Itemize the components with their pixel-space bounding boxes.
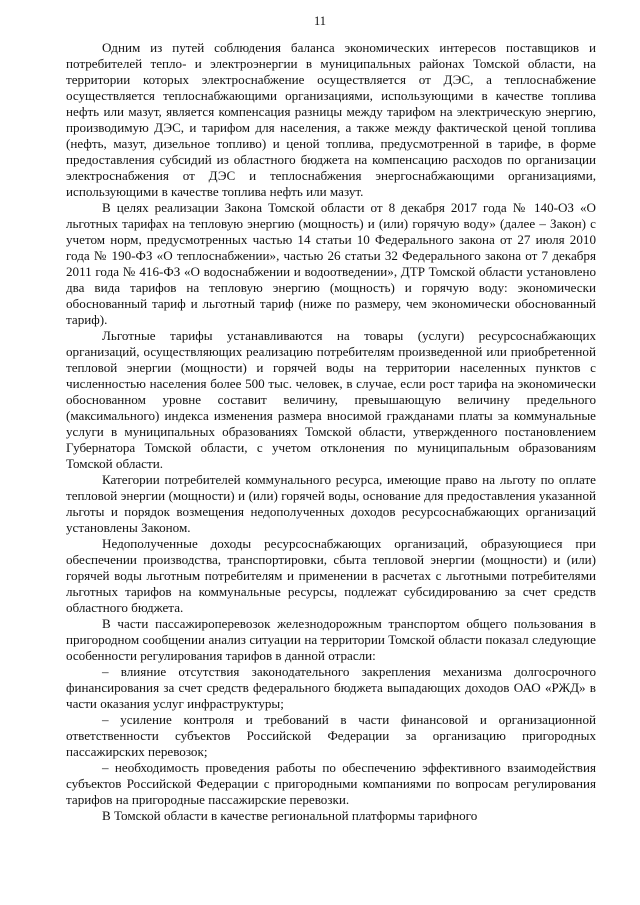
paragraph-lost-revenue: Недополученные доходы ресурсоснабжающих организаций, образующиеся при обеспечении производства, транспортировки, сбыта тепловой энергии (мощности) и (или) горячей воды льготным потребителям и применении в расчетах с льготными потребителями льготных тарифов на коммунальные ресурсы, подлежат субсидированию за счет средств областного бюджета. [66, 536, 596, 615]
paragraph-compensation: Одним из путей соблюдения баланса экономических интересов поставщиков и потребителей тепло- и электроэнергии в муниципальных районах Томской области, на территории которых электроснабжение осуществляется от ДЭС, а теплоснабжение осуществляется теплоснабжающими организациями, использующими в качестве топлива нефть или мазут, является компенсация разницы между тарифом на электрическую энергию, производимую ДЭС, и тарифом для населения, а также между фактической ценой топлива (нефть, мазут, дизельное топливо) и ценой топлива, предусмотренной в тарифе, в форме предоставления субсидий из областного бюджета на компенсацию расходов по организации электроснабжения от ДЭС и теплоснабжения энергоснабжающими организациями, использующими в качестве топлива нефть или мазут. [66, 40, 596, 199]
list-item-financing: – влияние отсутствия законодательного закрепления механизма долгосрочного финансирования за счет средств федерального бюджета выпадающих доходов ОАО «РЖД» в части оказания услуг инфраструктуры; [66, 664, 596, 711]
paragraph-law-140-oz: В целях реализации Закона Томской области от 8 декабря 2017 года № 140-ОЗ «О льготных тарифах на тепловую энергию (мощность) и (или) горячую воду» (далее – Закон) с учетом норм, предусмотренных частью 14 статьи 10 Федерального закона от 27 июля 2010 года № 190-ФЗ «О теплоснабжении», частью 26 статьи 32 Федерального закона от 7 декабря 2011 года № 416-ФЗ «О водоснабжении и водоотведении», ДТР Томской области установлено два вида тарифов на тепловую энергию (мощность) и горячую воду: экономически обоснованный тариф и льготный тариф (ниже по размеру, чем экономически обоснованный тариф). [66, 200, 596, 327]
document-body [66, 40, 596, 824]
paragraph-regional-platform: В Томской области в качестве региональной платформы тарифного [102, 808, 478, 823]
paragraph-consumer-categories: Категории потребителей коммунального ресурса, имеющие право на льготу по оплате тепловой энергии (мощности) и (или) горячей воды, основание для предоставления указанной льготы и порядок возмещения недополученных доходов ресурсоснабжающих организаций установлены Законом. [66, 472, 596, 535]
paragraph-preferential-tariffs: Льготные тарифы устанавливаются на товары (услуги) ресурсоснабжающих организаций, осуществляющих реализацию потребителям произведенной или приобретенной тепловой энергии (мощности) и горячей воды на территории населенных пунктов с численностью населения более 500 тыс. человек, в случае, если рост тарифа на экономически обоснованном уровне составит величину, превышающую величину предельного (максимального) индекса изменения размера вносимой гражданами платы за коммунальные услуги в муниципальных образованиях Томской области, утвержденного постановлением Губернатора Томской области, с учетом отклонения по муниципальным образованиям Томской области. [66, 328, 596, 471]
list-item-control: – усиление контроля и требований в части финансовой и организационной ответственности субъектов Российской Федерации за организацию пригородных пассажирских перевозок; [66, 712, 596, 759]
page-number: 11 [313, 14, 327, 28]
paragraph-railway-transport: В части пассажироперевозок железнодорожным транспортом общего пользования в пригородном сообщении анализ ситуации на территории Томской области показал следующие особенности регулирования тарифов в данной отрасли: [66, 616, 596, 663]
list-item-interaction: – необходимость проведения работы по обеспечению эффективного взаимодействия субъектов Российской Федерации с пригородными компаниями по вопросам регулирования тарифов на пригородные пассажирские перевозки. [66, 760, 596, 807]
